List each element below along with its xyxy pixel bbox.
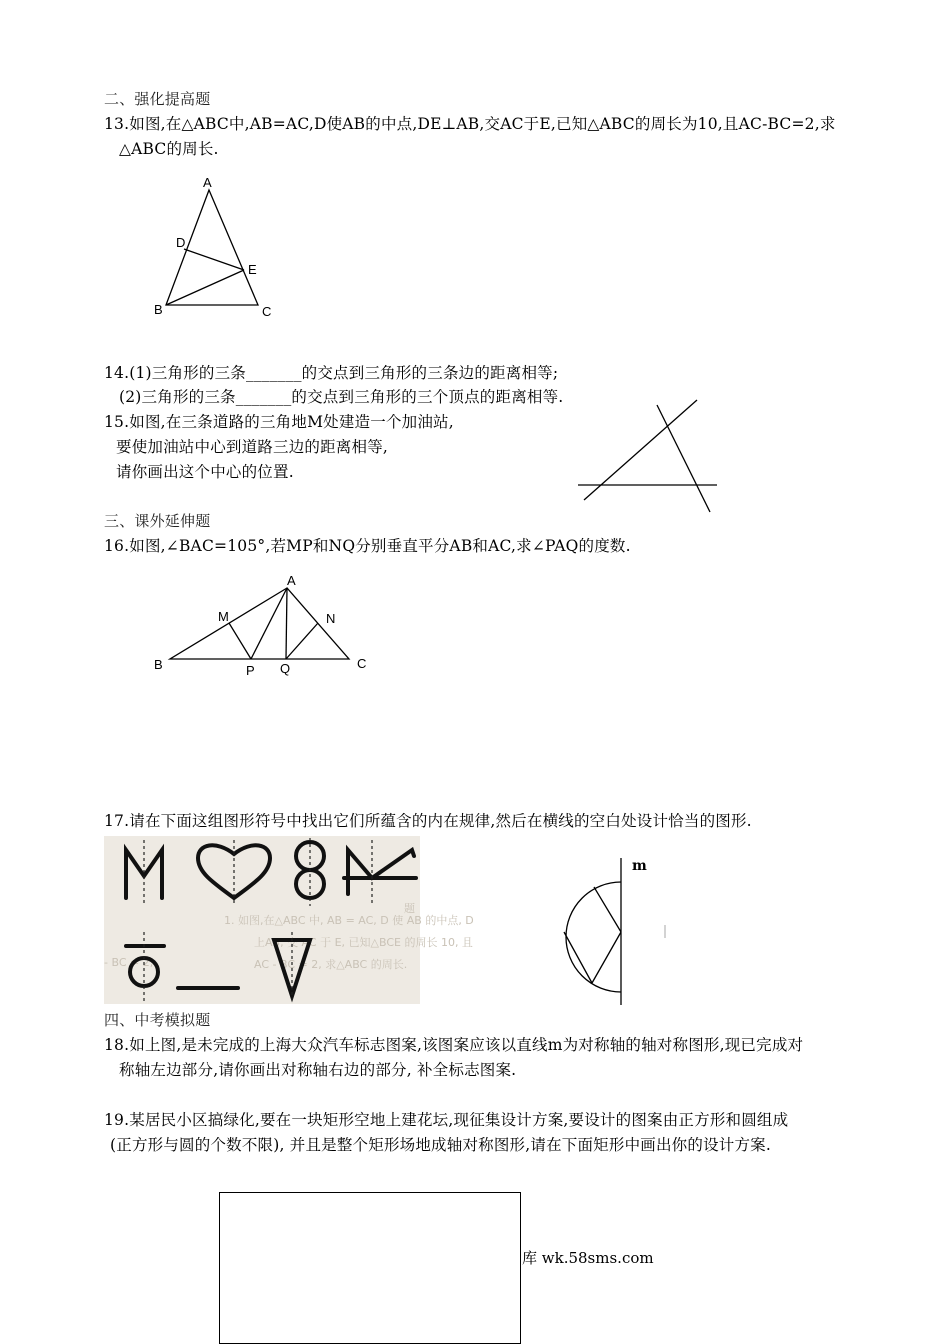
q16-label-m: M xyxy=(218,609,229,624)
q13-text-line1: 13.如图,在△ABC中,AB=AC,D使AB的中点,DE⊥AB,交AC于E,已知△ABC的周长为10,且AC-BC=2,求 xyxy=(104,115,836,133)
q13-label-d: D xyxy=(176,235,186,250)
section-title-2: 二、强化提高题 xyxy=(104,90,211,108)
q13-label-a: A xyxy=(203,175,212,190)
watermark-text: 库 wk.58sms.com xyxy=(522,1249,654,1267)
q13-text-line2: △ABC的周长. xyxy=(119,140,219,158)
q16-label-b: B xyxy=(154,657,163,672)
q13-label-c: C xyxy=(262,304,272,319)
q16-label-n: N xyxy=(326,611,336,626)
q19-text-line2: (正方形与圆的个数不限), 并且是整个矩形场地成轴对称图形,请在下面矩形中画出你的设计方案. xyxy=(110,1136,772,1154)
q16-label-c: C xyxy=(357,656,367,671)
q17-axis-label-m: m xyxy=(632,858,648,874)
q18-text-line1: 18.如上图,是未完成的上海大众汽车标志图案,该图案应该以直线m为对称轴的轴对称图形,现已完成对 xyxy=(104,1036,804,1054)
q14-text-line1: 14.(1)三角形的三条_______的交点到三角形的三条边的距离相等; xyxy=(104,364,559,382)
q18-text-line2: 称轴左边部分,请你画出对称轴右边的部分, 补全标志图案. xyxy=(119,1061,517,1079)
q15-text-line2: 要使加油站中心到道路三边的距离相等, xyxy=(116,438,389,456)
q16-label-a: A xyxy=(287,573,296,588)
q13-label-b: B xyxy=(154,302,163,317)
q17-text-line1: 17.请在下面这组图形符号中找出它们所蕴含的内在规律,然后在横线的空白处设计恰当的图形. xyxy=(104,812,752,830)
q16-label-p: P xyxy=(246,663,255,678)
q19-design-rectangle[interactable] xyxy=(219,1192,521,1344)
section-title-4: 四、中考模拟题 xyxy=(104,1011,211,1029)
q15-text-line3: 请你画出这个中心的位置. xyxy=(116,463,294,481)
q19-text-line1: 19.某居民小区搞绿化,要在一块矩形空地上建花坛,现征集设计方案,要设计的图案由正方形和圆组成 xyxy=(104,1111,789,1129)
q16-text-line1: 16.如图,∠BAC=105°,若MP和NQ分别垂直平分AB和AC,求∠PAQ的度数. xyxy=(104,537,631,555)
q17-symbols-photo: 题 1. 如图,在△ABC 中, AB = AC, D 使 AB 的中点, D 上AB, 交 AC 于 E, 已知△BCE 的周长 10, 且 AC - BC = 2, 求△ABC 的周长. - BC = 2, xyxy=(104,836,420,1004)
section-title-3: 三、课外延伸题 xyxy=(104,512,211,530)
q16-label-q: Q xyxy=(280,661,291,676)
q14-text-line2: (2)三角形的三条_______的交点到三角形的三个顶点的距离相等. xyxy=(119,388,564,406)
q13-label-e: E xyxy=(248,262,257,277)
q15-text-line1: 15.如图,在三条道路的三角地M处建造一个加油站, xyxy=(104,413,454,431)
